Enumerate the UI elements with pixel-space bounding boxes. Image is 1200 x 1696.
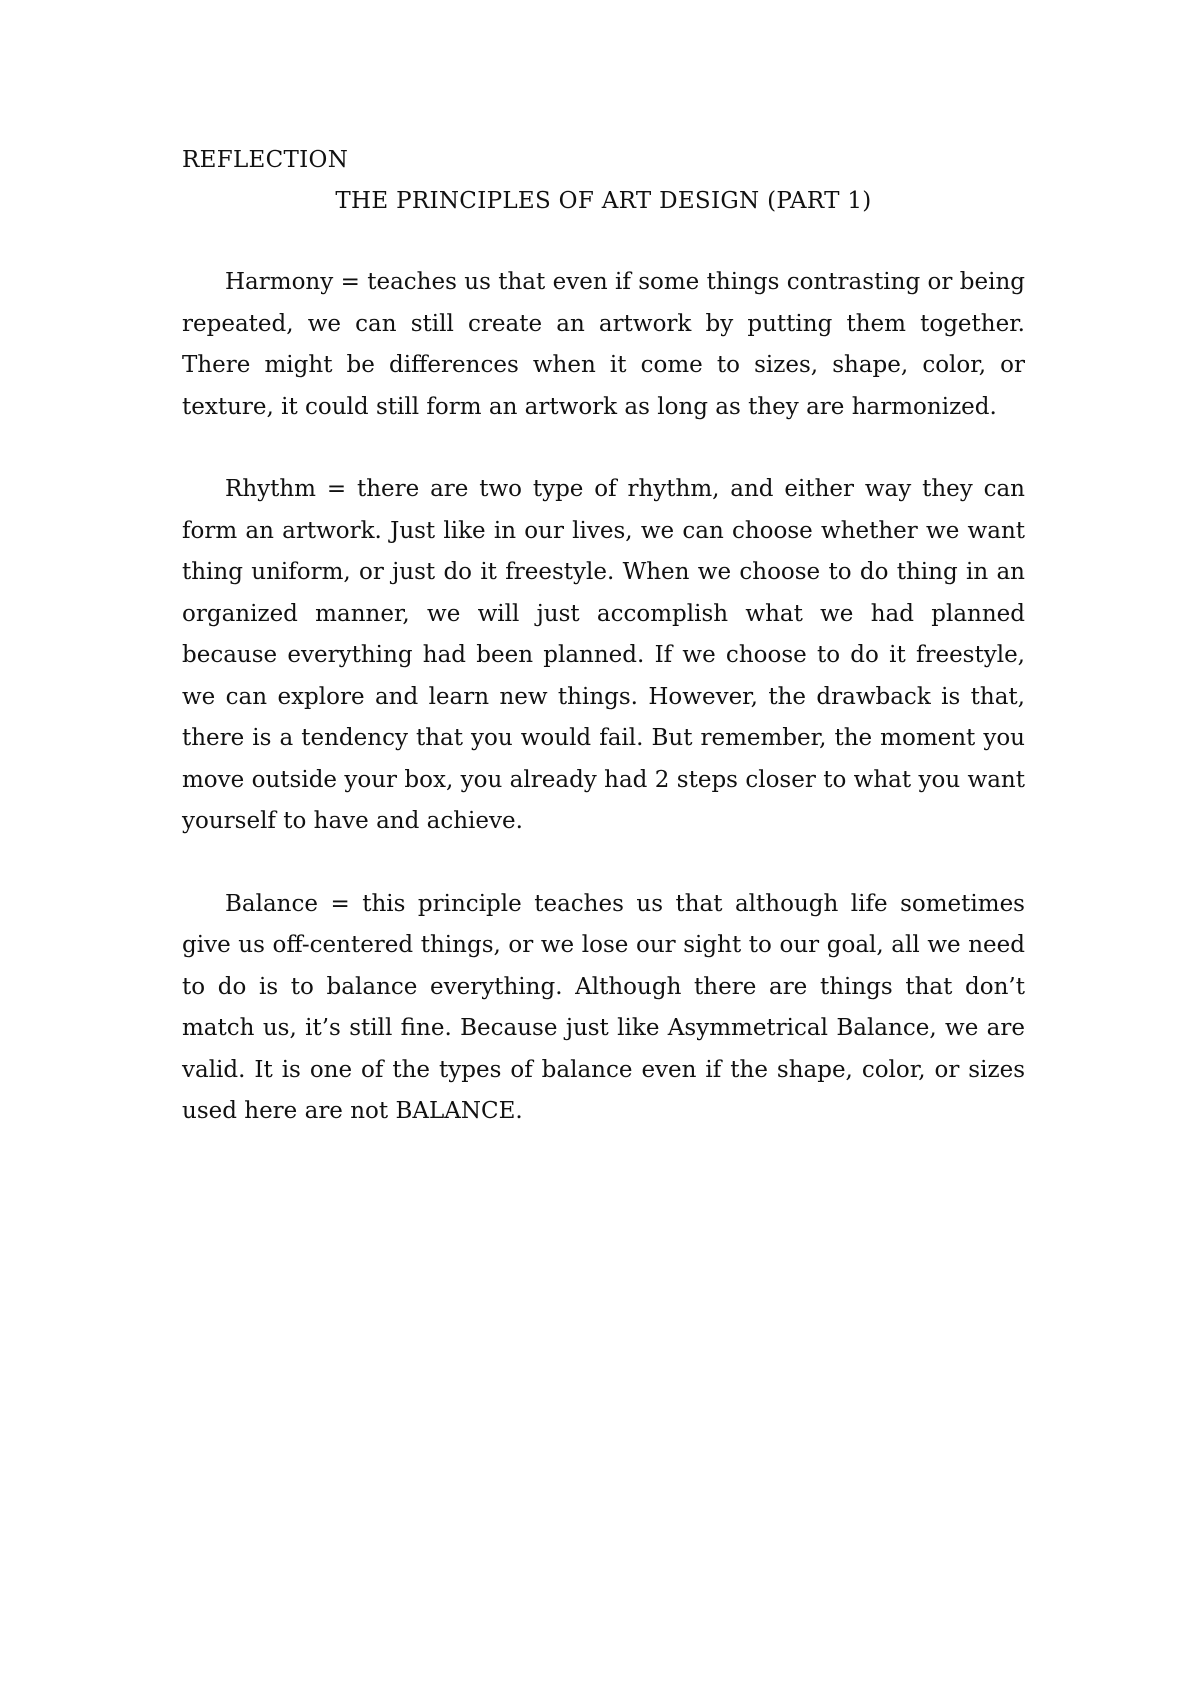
spacer <box>182 222 1025 262</box>
paragraph-harmony: Harmony = teaches us that even if some things contrasting or being repeated, we can still create an artwork by putting them together. There might be differences when it come to sizes, shape, color, or texture, it could still form an artwork as long as they are harmonized. <box>182 269 1025 420</box>
document-body <box>182 140 1025 1133</box>
spacer <box>182 428 1025 469</box>
document-title: THE PRINCIPLES OF ART DESIGN (PART 1) <box>335 188 872 214</box>
paragraph-balance: Balance = this principle teaches us that although life sometimes give us off-centered things, or we lose our sight to our goal, all we need to do is to balance everything. Although there are things that don’t match us, it’s still fine. Because just like Asymmetrical Balance, we are valid. It is one of the types of balance even if the shape, color, or sizes used here are not BALANCE. <box>182 890 1025 1124</box>
paragraph-rhythm: Rhythm = there are two type of rhythm, and either way they can form an artwork. Just like in our lives, we can choose whether we want thing uniform, or just do it freestyle. When we choose to do thing in an organized manner, we will just accomplish what we had planned because everything had been planned. If we choose to do it freestyle, we can explore and learn new things. However, the drawback is that, there is a tendency that you would fail. But remember, the moment you move outside your box, you already had 2 steps closer to what you want yourself to have and achieve. <box>182 476 1025 834</box>
document-label: REFLECTION <box>182 147 349 173</box>
spacer <box>182 843 1025 884</box>
